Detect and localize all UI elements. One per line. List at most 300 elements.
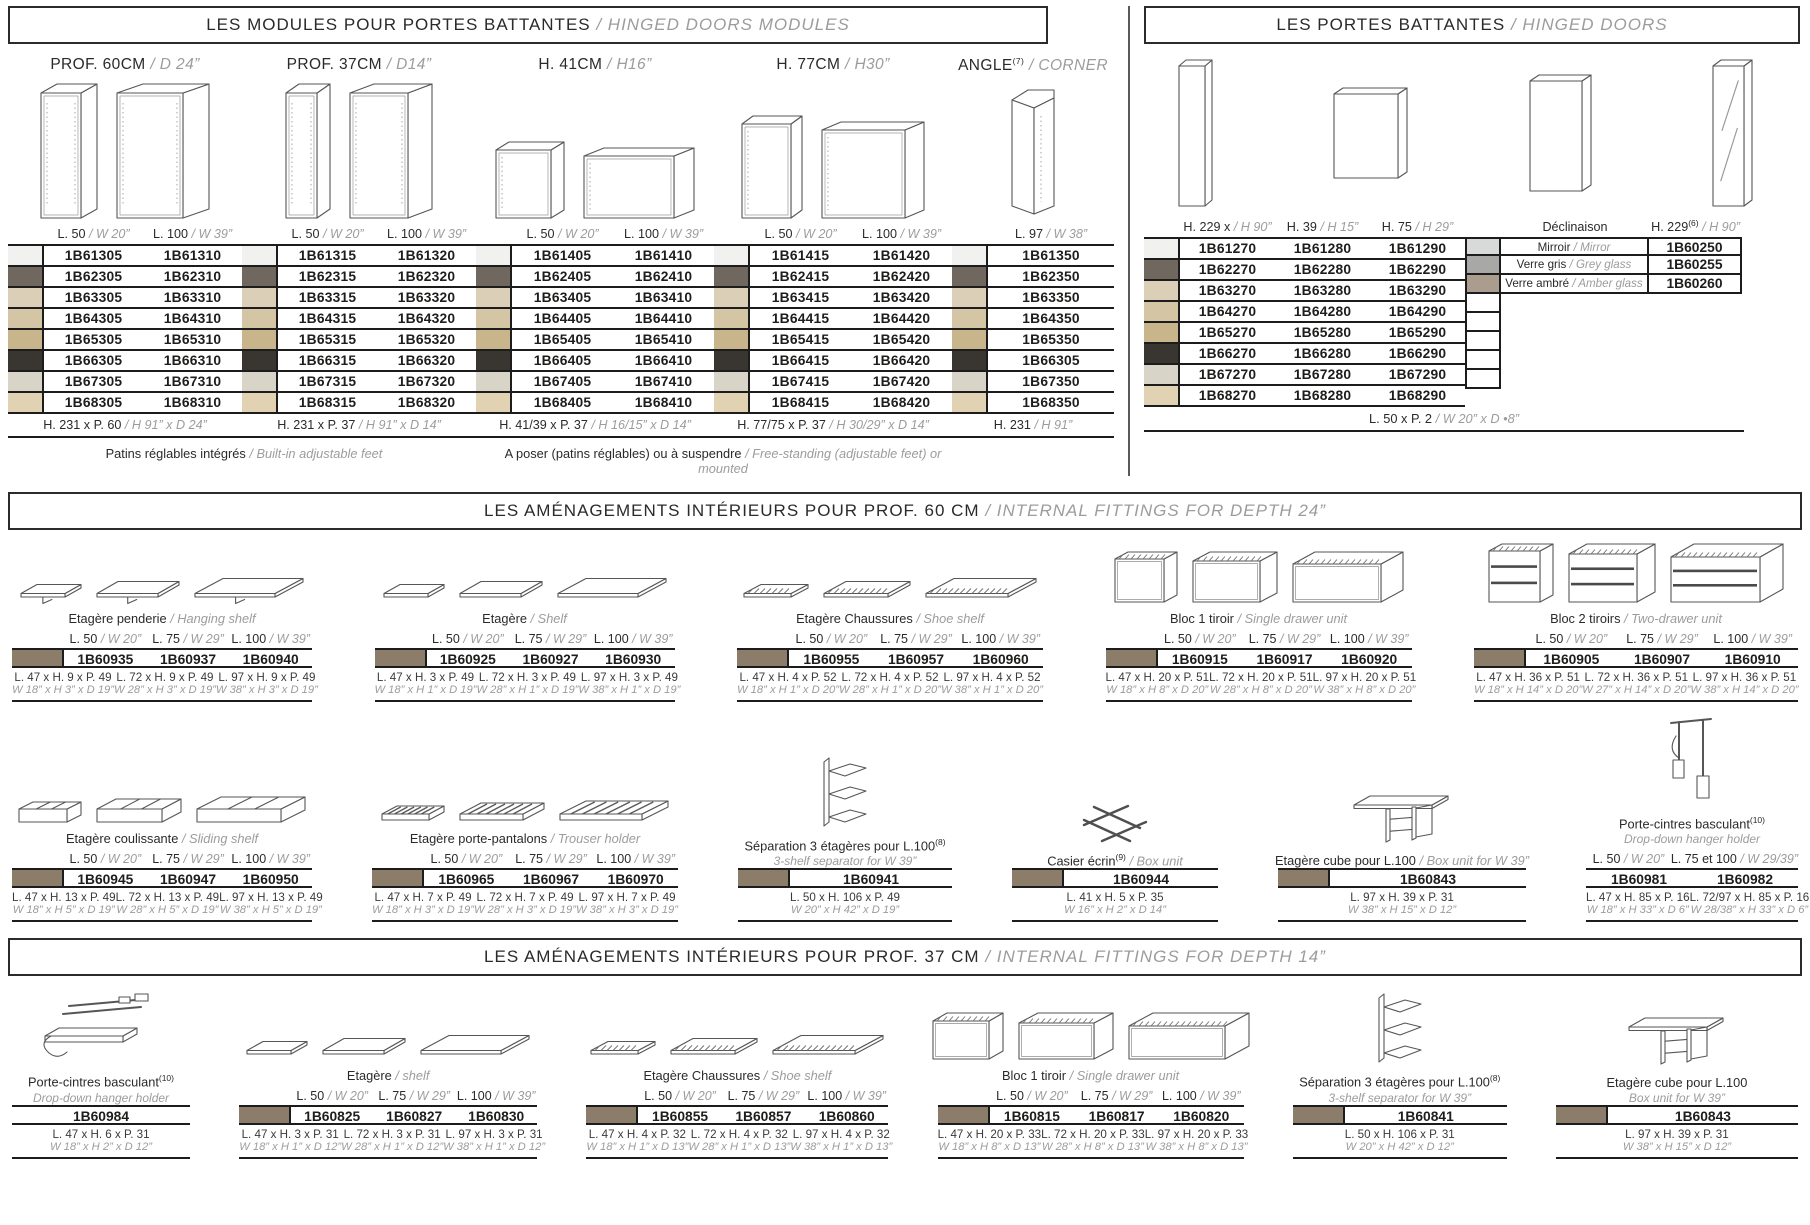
fittings-60-title-box [8, 492, 1802, 530]
product-code: 1B60930 [605, 652, 662, 667]
product-code: 1B62420 [872, 269, 931, 284]
finish-swatch [242, 372, 278, 391]
module-code-table [714, 244, 952, 414]
finish-swatch [242, 246, 278, 265]
product-code: 1B64405 [533, 311, 592, 326]
finish-swatch [737, 650, 789, 666]
finish-swatch [8, 372, 44, 391]
product-code: 1B66270 [1198, 346, 1257, 362]
module-code-row [714, 267, 952, 288]
fitting-dimension: L. 97 x H. 13 x P. 49 W 38” x H 5” x D 19” [219, 891, 323, 917]
doormed-illustration [1529, 73, 1593, 195]
product-code: 1B66410 [634, 353, 693, 368]
module-size-label: L. 50 / W 20” [764, 227, 837, 241]
fitting-dimension: L. 50 x H. 106 x P. 49 W 20” x H 42” x D 19” [790, 891, 900, 917]
product-code: 1B68305 [64, 395, 123, 410]
fittings-37-row [8, 988, 1802, 1158]
fitting-size-label: L. 100 / W 39” [807, 1088, 886, 1103]
footnote-marker: (6) [1688, 218, 1699, 228]
fitting-dimension: L. 72 x H. 36 x P. 51 W 27” x H 14” x D 20” [1582, 671, 1691, 696]
product-code: 1B66320 [397, 353, 456, 368]
product-code: 1B60827 [386, 1108, 443, 1124]
product-code: 1B60982 [1716, 872, 1773, 888]
fitting-table [738, 868, 952, 922]
fitting-block [1105, 550, 1417, 702]
product-code: 1B68405 [533, 395, 592, 410]
product-code: 1B64410 [634, 311, 693, 326]
product-code: 1B60955 [803, 652, 860, 667]
module-illustrations [1004, 78, 1062, 220]
product-code: 1B66305 [64, 353, 123, 368]
wardrobe37-illustration [285, 82, 331, 220]
module-code-row [242, 246, 476, 267]
module-code-row [952, 246, 1114, 267]
finish-swatch [714, 372, 750, 391]
drawer1w-illustration [1128, 1011, 1250, 1063]
module-code-row [476, 351, 714, 372]
shelf-illustration [459, 562, 543, 606]
drawer1-illustration [1114, 550, 1178, 606]
finish-swatch [1278, 870, 1330, 886]
cube-illustration [1627, 1010, 1727, 1070]
product-code: 1B67410 [634, 374, 693, 389]
fitting-dimension: L. 72 x H. 20 x P. 33 W 28” x H 8” x D 13” [1041, 1127, 1145, 1153]
product-code: 1B66280 [1293, 346, 1352, 362]
fitting-code-row [586, 1105, 888, 1125]
module-code-row [242, 372, 476, 393]
module-illustrations [495, 78, 695, 220]
fitting-illustrations [590, 1015, 884, 1063]
fitting-block [1474, 542, 1798, 702]
module-code-row [8, 246, 242, 267]
fitting-dimensions [12, 668, 318, 700]
finish-swatch [952, 330, 988, 349]
finish-swatch [714, 246, 750, 265]
product-code: 1B67350 [1022, 374, 1080, 389]
finish-swatch [714, 330, 750, 349]
modules-section [8, 6, 1114, 476]
product-code: 1B60910 [1724, 652, 1781, 667]
finish-swatch [1144, 302, 1180, 321]
product-code: 1B66315 [298, 353, 357, 368]
fitting-block [738, 752, 952, 922]
product-code: 1B65320 [397, 332, 456, 347]
fitting-block [12, 774, 323, 922]
product-code: 1B60970 [607, 872, 664, 888]
fitting-illustrations [1114, 550, 1404, 606]
product-code: 1B64290 [1388, 304, 1447, 320]
grid-illustration [1078, 799, 1152, 847]
module-code-row [952, 372, 1114, 393]
fitting-size-label: L. 100 / W 39” [1713, 632, 1792, 646]
fitting-size-row [586, 1089, 888, 1103]
fitting-name: Etagère cube pour L.100 [1606, 1074, 1748, 1090]
fitting-code-row [1586, 868, 1798, 888]
fitting-size-label: L. 100 / W 39” [596, 852, 675, 867]
fitting-dimension: L. 47 x H. 7 x P. 49 W 18” x H 3” x D 19” [372, 891, 474, 917]
finish-swatch [1012, 870, 1064, 886]
fitting-name: Etagère porte-pantalons / Trouser holder [409, 831, 641, 847]
product-code: 1B61405 [533, 248, 592, 263]
module-size-label: L. 100 / W 39” [861, 227, 942, 241]
module-code-row [714, 309, 952, 330]
product-code: 1B61310 [163, 248, 222, 263]
finish-swatch [952, 393, 988, 412]
product-code: 1B63350 [1022, 290, 1080, 305]
fitting-name-en: 3-shelf separator for W 39” [773, 854, 917, 869]
module-group [8, 56, 242, 438]
finish-swatch [476, 351, 512, 370]
module-code-row [476, 372, 714, 393]
module-code-row [714, 393, 952, 414]
fitting-dimension: L. 72 x H. 7 x P. 49 W 28” x H 3” x D 19” [474, 891, 576, 917]
product-code: 1B68290 [1388, 388, 1447, 404]
finish-swatch [239, 1107, 291, 1123]
product-code: 1B68420 [872, 395, 931, 410]
empty-swatch [1465, 313, 1501, 332]
modules-groups [8, 56, 1114, 438]
finish-swatch [242, 288, 278, 307]
fitting-size-label: L. 50 / W 20” [1592, 852, 1665, 867]
modules-note-feet [8, 446, 480, 476]
module-code-row [714, 246, 952, 267]
fitting-code-row [12, 868, 312, 888]
finish-swatch [476, 267, 512, 286]
product-code: 1B60857 [735, 1108, 792, 1124]
fittings-37-section [8, 938, 1802, 1158]
wardrobe60-illustration [116, 82, 210, 220]
fitting-dimensions [1474, 668, 1798, 700]
fitting-table [737, 648, 1043, 702]
fitting-illustrations [20, 558, 304, 606]
product-code: 1B67320 [397, 374, 456, 389]
module-dimensions: H. 77/75 x P. 37 / H 30/29” x D 14” [714, 414, 952, 438]
declination-row [1465, 294, 1744, 313]
fitting-dimension: L. 97 x H. 20 x P. 33 W 38” x H 8” x D 13” [1144, 1127, 1249, 1153]
fitting-dimensions [239, 1125, 546, 1157]
fitting-dimensions [1012, 888, 1218, 920]
fitting-name: Etagère / Shelf [482, 611, 567, 626]
module-code-row [714, 288, 952, 309]
product-code: 1B67310 [163, 374, 222, 389]
module-code-table [8, 244, 242, 414]
note-fr: A poser (patins réglables) ou à suspendre [504, 446, 742, 461]
product-code: 1B60957 [888, 652, 945, 667]
fitting-table [1293, 1105, 1507, 1159]
product-code: 1B60860 [818, 1108, 875, 1124]
fitting-size-row [372, 852, 678, 866]
fitting-dimensions [12, 888, 323, 920]
product-code: 1B61350 [1022, 248, 1080, 263]
shelf-illustration [420, 1019, 530, 1063]
sep3-illustration [1369, 988, 1431, 1068]
fitting-dimension: L. 97 x H. 36 x P. 51 W 38” x H 14” x D 20” [1690, 671, 1799, 696]
fitting-dimension: L. 72 x H. 13 x P. 49 W 28” x H 5” x D 19” [115, 891, 220, 917]
fitting-table [12, 1105, 190, 1159]
product-code: 1B60960 [972, 652, 1029, 667]
fitting-code-row [375, 648, 675, 668]
product-code: 1B60843 [1674, 1108, 1731, 1124]
fitting-block [239, 1019, 546, 1159]
fittings-60-row-1 [8, 542, 1802, 702]
fitting-dimension: L. 97 x H. 3 x P. 31 W 38” x H 1” x D 12” [443, 1127, 546, 1153]
product-code: 1B67405 [533, 374, 592, 389]
fitting-name: Séparation 3 étagères pour L.100$^{(8)}$ [1299, 1073, 1501, 1090]
product-code: 1B63305 [64, 290, 123, 305]
finish-swatch [938, 1107, 990, 1123]
product-code: 1B60920 [1341, 652, 1398, 667]
fitting-illustrations [383, 562, 667, 606]
fitting-size-label: L. 75 / W 29” [1080, 1088, 1153, 1103]
module-code-row [952, 330, 1114, 351]
fitting-name: Bloc 1 tiroir / Single drawer unit [1002, 1067, 1180, 1083]
product-code: 1B63410 [634, 290, 693, 305]
fitting-dimension: L. 72 x H. 3 x P. 31 W 28” x H 1” x D 12” [341, 1127, 444, 1153]
fitting-size-row [1106, 632, 1412, 646]
fitting-dimension: L. 97 x H. 39 x P. 31 W 38” x H 15” x D 12” [1622, 1127, 1732, 1153]
fitting-dimensions [1556, 1125, 1798, 1157]
module-dimensions: H. 231 x P. 60 / H 91” x D 24” [8, 414, 242, 438]
fitting-size-label: L. 100 / W 39” [961, 632, 1040, 646]
fitting-size-label: L. 75 et 100 / W 29/39” [1670, 852, 1798, 867]
fitting-table [586, 1105, 893, 1159]
module-code-row [8, 351, 242, 372]
modules-title-fr: LES MODULES POUR PORTES BATTANTES [206, 15, 591, 34]
finish-swatch [476, 309, 512, 328]
product-code: 1B65305 [64, 332, 123, 347]
module-size-row [476, 227, 714, 241]
top-row [8, 6, 1802, 476]
declination-swatch [1465, 256, 1501, 275]
declination-header: Déclinaison [1542, 220, 1608, 235]
fitting-block [1556, 1010, 1798, 1159]
module-code-table [242, 244, 476, 414]
module-code-table [952, 244, 1114, 414]
product-code: 1B62405 [533, 269, 592, 284]
fitting-block [374, 562, 681, 702]
module-size-row [242, 227, 476, 241]
fitting-illustrations [246, 1019, 530, 1063]
product-code: 1B65310 [163, 332, 222, 347]
fitting-table [374, 648, 681, 702]
fitting-table [1474, 648, 1798, 702]
fittings-37-title-box [8, 938, 1802, 976]
module-group [714, 56, 952, 438]
fitting-code-row [1012, 868, 1218, 888]
finish-swatch [1293, 1107, 1345, 1123]
finish-swatch [8, 267, 44, 286]
product-code: 1B66405 [533, 353, 592, 368]
fitting-name: Etagère cube pour L.100 / Box unit for W 39” [1275, 853, 1529, 869]
lowbox77-illustration [821, 120, 925, 220]
shoeshelf-illustration [743, 558, 809, 606]
product-code: 1B64315 [298, 311, 357, 326]
module-code-row [476, 288, 714, 309]
fitting-block [12, 558, 318, 702]
product-code: 1B64310 [163, 311, 222, 326]
product-code: 1B62320 [397, 269, 456, 284]
fitting-size-label: L. 50 / W 20” [1535, 632, 1608, 646]
module-code-row [476, 393, 714, 414]
footnote-marker: (9) [1115, 852, 1126, 862]
fitting-dimension: L. 47 x H. 36 x P. 51 W 18” x H 14” x D 20” [1474, 671, 1583, 696]
fitting-name-en: Drop-down hanger holder [1623, 832, 1761, 847]
fitting-illustrations [743, 558, 1037, 606]
declination-row [1465, 332, 1744, 351]
doors-illustrations [1144, 44, 1800, 218]
product-code: 1B60941 [842, 872, 899, 888]
product-code: 1B65290 [1388, 325, 1447, 341]
product-code: 1B65405 [533, 332, 592, 347]
fitting-dimension: L. 97 x H. 4 x P. 32 W 38” x H 1” x D 13” [790, 1127, 893, 1153]
fitting-size-label: L. 50 / W 20” [644, 1088, 716, 1103]
product-code: 1B67290 [1388, 367, 1447, 383]
product-code: 1B67280 [1293, 367, 1352, 383]
shoeshelf-illustration [925, 558, 1037, 606]
fitting-code-row [1556, 1105, 1798, 1125]
door-code-row [1144, 302, 1465, 323]
fitting-name: Porte-cintres basculant$^{(10)}$ [28, 1073, 174, 1090]
fitting-dimension: L. 47 x H. 4 x P. 32 W 18” x H 1” x D 13” [586, 1127, 689, 1153]
product-code: 1B65410 [634, 332, 693, 347]
drawer1-illustration [1192, 550, 1278, 606]
product-code: 1B65415 [771, 332, 830, 347]
module-group-heading: ANGLE$^{(7)}$ / CORNER [958, 56, 1108, 75]
module-group [952, 56, 1114, 438]
product-code: 1B68310 [163, 395, 222, 410]
fitting-size-label: L. 75 / W 29” [727, 1088, 800, 1103]
footnote-marker: (8) [1489, 1073, 1501, 1084]
fitting-size-label: L. 50 / W 20” [1164, 632, 1236, 646]
fitting-size-label: L. 50 / W 20” [432, 632, 504, 646]
product-code: 1B60917 [1256, 652, 1313, 667]
product-code: 1B60843 [1399, 872, 1456, 888]
product-code: 1B63415 [771, 290, 830, 305]
module-code-row [8, 288, 242, 309]
finish-swatch [242, 309, 278, 328]
declination-label: Mirroir / Mirror [1501, 237, 1649, 256]
fitting-illustrations [1488, 542, 1784, 606]
fitting-dimension: L. 72 x H. 3 x P. 49 W 28” x H 1” x D 19” [476, 671, 579, 696]
empty-swatch [1465, 332, 1501, 351]
fitting-illustrations [18, 774, 306, 826]
finish-swatch [1474, 650, 1526, 666]
module-size-label: L. 100 / W 39” [623, 227, 704, 241]
product-code: 1B65420 [872, 332, 931, 347]
module-code-row [8, 393, 242, 414]
product-code: 1B61290 [1388, 241, 1447, 257]
doors-title-fr: LES PORTES BATTANTES [1276, 15, 1506, 34]
doors-dimensions-fr: L. 50 x P. 2 [1368, 411, 1433, 427]
fitting-dimension: L. 97 x H. 9 x P. 49 W 38” x H 3” x D 19” [215, 671, 318, 696]
fitting-illustrations [381, 780, 669, 826]
module-group-heading: H. 77CM / H30” [776, 56, 890, 73]
product-code: 1B60815 [1003, 1108, 1060, 1124]
module-dimensions: H. 231 x P. 37 / H 91” x D 14” [242, 414, 476, 438]
module-code-table [476, 244, 714, 414]
drawer1w-illustration [1018, 1011, 1114, 1063]
modules-notes [8, 446, 1114, 476]
sep3-illustration [814, 752, 876, 832]
product-code: 1B62305 [64, 269, 123, 284]
fitting-block [12, 992, 190, 1158]
finish-swatch [8, 309, 44, 328]
trousers-illustration [459, 780, 545, 826]
module-code-row [8, 330, 242, 351]
module-size-label: L. 100 / W 39” [152, 227, 233, 241]
product-code: 1B60820 [1173, 1108, 1230, 1124]
fitting-dimension: L. 97 x H. 3 x P. 49 W 38” x H 1” x D 19” [578, 671, 681, 696]
product-code: 1B61270 [1198, 241, 1257, 257]
shelf-illustration [383, 562, 445, 606]
finish-swatch [375, 650, 427, 666]
fitting-block [1012, 799, 1218, 922]
finish-swatch [586, 1107, 638, 1123]
door-code-row [1144, 281, 1465, 302]
module-size-label: L. 50 / W 20” [57, 227, 130, 241]
product-code: 1B63320 [397, 290, 456, 305]
fitting-illustrations [1369, 988, 1431, 1068]
shoeshelf-illustration [772, 1015, 884, 1063]
fitting-dimension: L. 47 x H. 3 x P. 49 W 18” x H 1” x D 19” [374, 671, 477, 696]
product-code: 1B61410 [634, 248, 693, 263]
fitting-illustrations [1078, 799, 1152, 847]
module-size-row [714, 227, 952, 241]
fitting-dimensions [1293, 1125, 1507, 1157]
drawer2-illustration [1488, 542, 1554, 606]
product-code: 1B67420 [872, 374, 931, 389]
fitting-dimension: L. 47 x H. 9 x P. 49 W 18” x H 3” x D 19” [12, 671, 114, 696]
product-code: 1B61320 [397, 248, 456, 263]
product-code: 1B60947 [160, 872, 217, 888]
product-code: 1B63315 [298, 290, 357, 305]
product-code: 1B65270 [1198, 325, 1257, 341]
fitting-dimensions [586, 1125, 893, 1157]
fitting-code-row [938, 1105, 1244, 1125]
fittings-60-row-2 [8, 714, 1810, 922]
fitting-size-label: L. 75 / W 29” [1248, 632, 1321, 646]
fitting-code-row [737, 648, 1043, 668]
fitting-name: Bloc 1 tiroir / Single drawer unit [1169, 611, 1348, 626]
module-code-row [952, 309, 1114, 330]
lowbox41-illustration [583, 146, 695, 220]
fitting-code-row [738, 868, 952, 888]
fitting-dimensions [1105, 668, 1417, 700]
fitting-size-label: L. 50 / W 20” [69, 632, 142, 646]
fitting-dimension: L. 47 x H. 4 x P. 52 W 18” x H 1” x D 20” [737, 671, 839, 696]
wardrobe37-illustration [349, 82, 433, 220]
product-code: 1B67415 [771, 374, 830, 389]
finish-swatch [8, 288, 44, 307]
fitting-table [1105, 648, 1417, 702]
fitting-code-row [12, 1105, 190, 1125]
doors-declination-table [1465, 237, 1744, 407]
fitting-table [372, 868, 678, 922]
footnote-marker: (7) [1012, 56, 1025, 66]
doortall-illustration [1178, 58, 1214, 210]
fitting-name: Etagère Chaussures / Shoe shelf [796, 611, 984, 626]
module-dimensions: H. 231 / H 91” [952, 414, 1114, 438]
product-code: 1B60937 [160, 652, 217, 667]
declination-size-header: H. 229$^{(6)}$ / H 90” [1651, 218, 1740, 235]
corner-illustration [1004, 82, 1062, 220]
fittings-60-section [8, 492, 1810, 922]
module-code-row [8, 372, 242, 393]
fitting-dimensions [374, 668, 681, 700]
product-code: 1B64350 [1022, 311, 1080, 326]
finish-swatch [476, 246, 512, 265]
product-code: 1B65350 [1022, 332, 1080, 347]
